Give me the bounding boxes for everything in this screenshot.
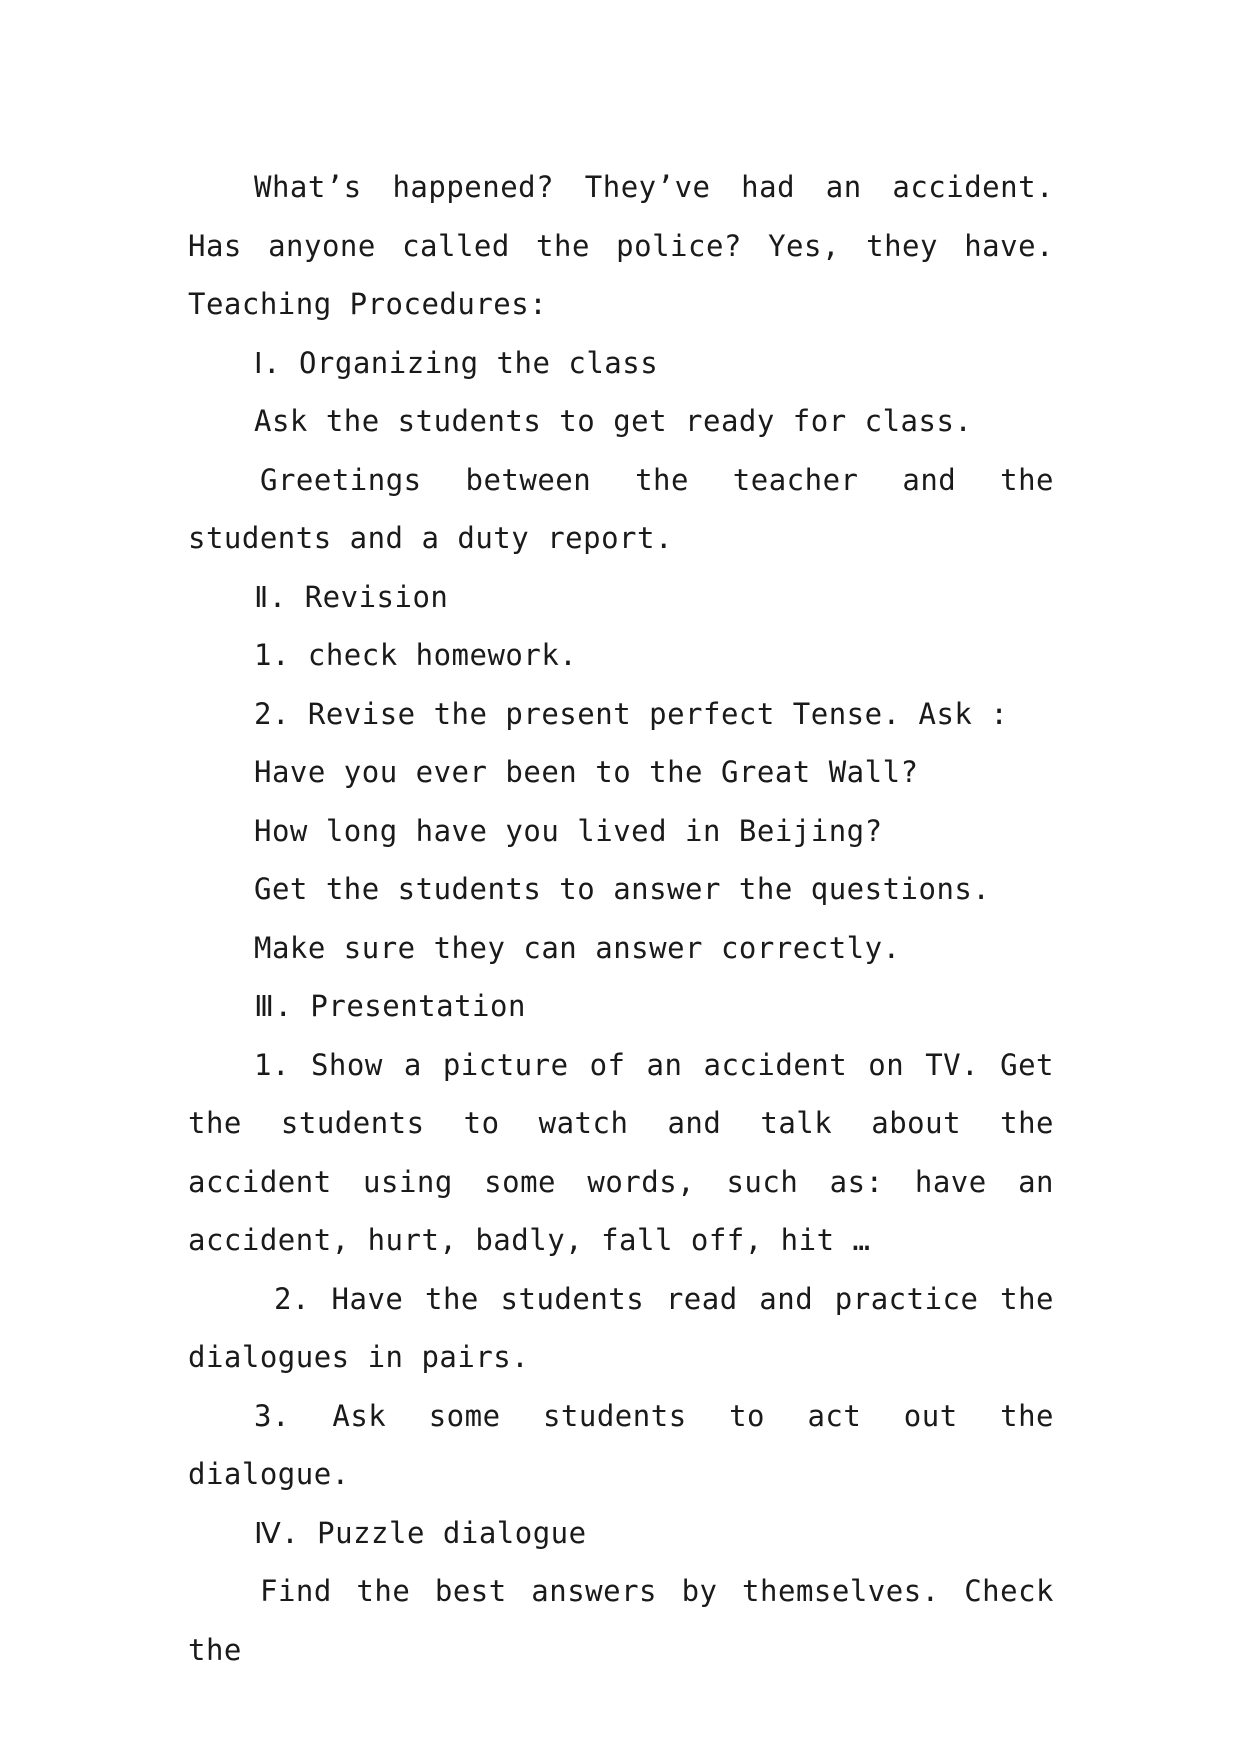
list-item-show-picture: 1. Show a picture of an accident on TV. Get the students to watch and talk about the accident using some words, such as: have an accident, hurt, badly, fall off, hit … [188, 1047, 1054, 1257]
list-item-act-out: 3. Ask some students to act out the dialogue. [188, 1398, 1054, 1491]
paragraph-get-ready: Ask the students to get ready for class. [254, 404, 973, 438]
question-great-wall: Have you ever been to the Great Wall? [254, 755, 919, 789]
heading-puzzle-dialogue: Ⅳ. Puzzle dialogue [254, 1515, 587, 1550]
question-beijing: How long have you lived in Beijing? [254, 813, 883, 848]
heading-presentation: Ⅲ. Presentation [254, 989, 526, 1023]
list-item-revise-tense: 2. Revise the present perfect Tense. Ask : [254, 696, 1009, 731]
list-item-check-homework: 1. check homework. [254, 638, 578, 672]
list-item-read-practice: 2. Have the students read and practice the dialogues in pairs. [188, 1281, 1054, 1374]
paragraph-intro: What’s happened? They’ve had an accident. Has anyone called the police? Yes, they have. Teaching Procedures: [188, 170, 1054, 321]
heading-revision: Ⅱ. Revision [254, 579, 449, 614]
paragraph-answer-questions: Get the students to answer the questions. [254, 872, 991, 906]
document-body [188, 158, 1054, 1679]
paragraph-make-sure: Make sure they can answer correctly. [254, 930, 901, 965]
paragraph-greetings: Greetings between the teacher and the students and a duty report. [188, 462, 1054, 555]
paragraph-find-answers: Find the best answers by themselves. Check the [188, 1574, 1054, 1667]
heading-organizing: Ⅰ. Organizing the class [254, 345, 659, 380]
